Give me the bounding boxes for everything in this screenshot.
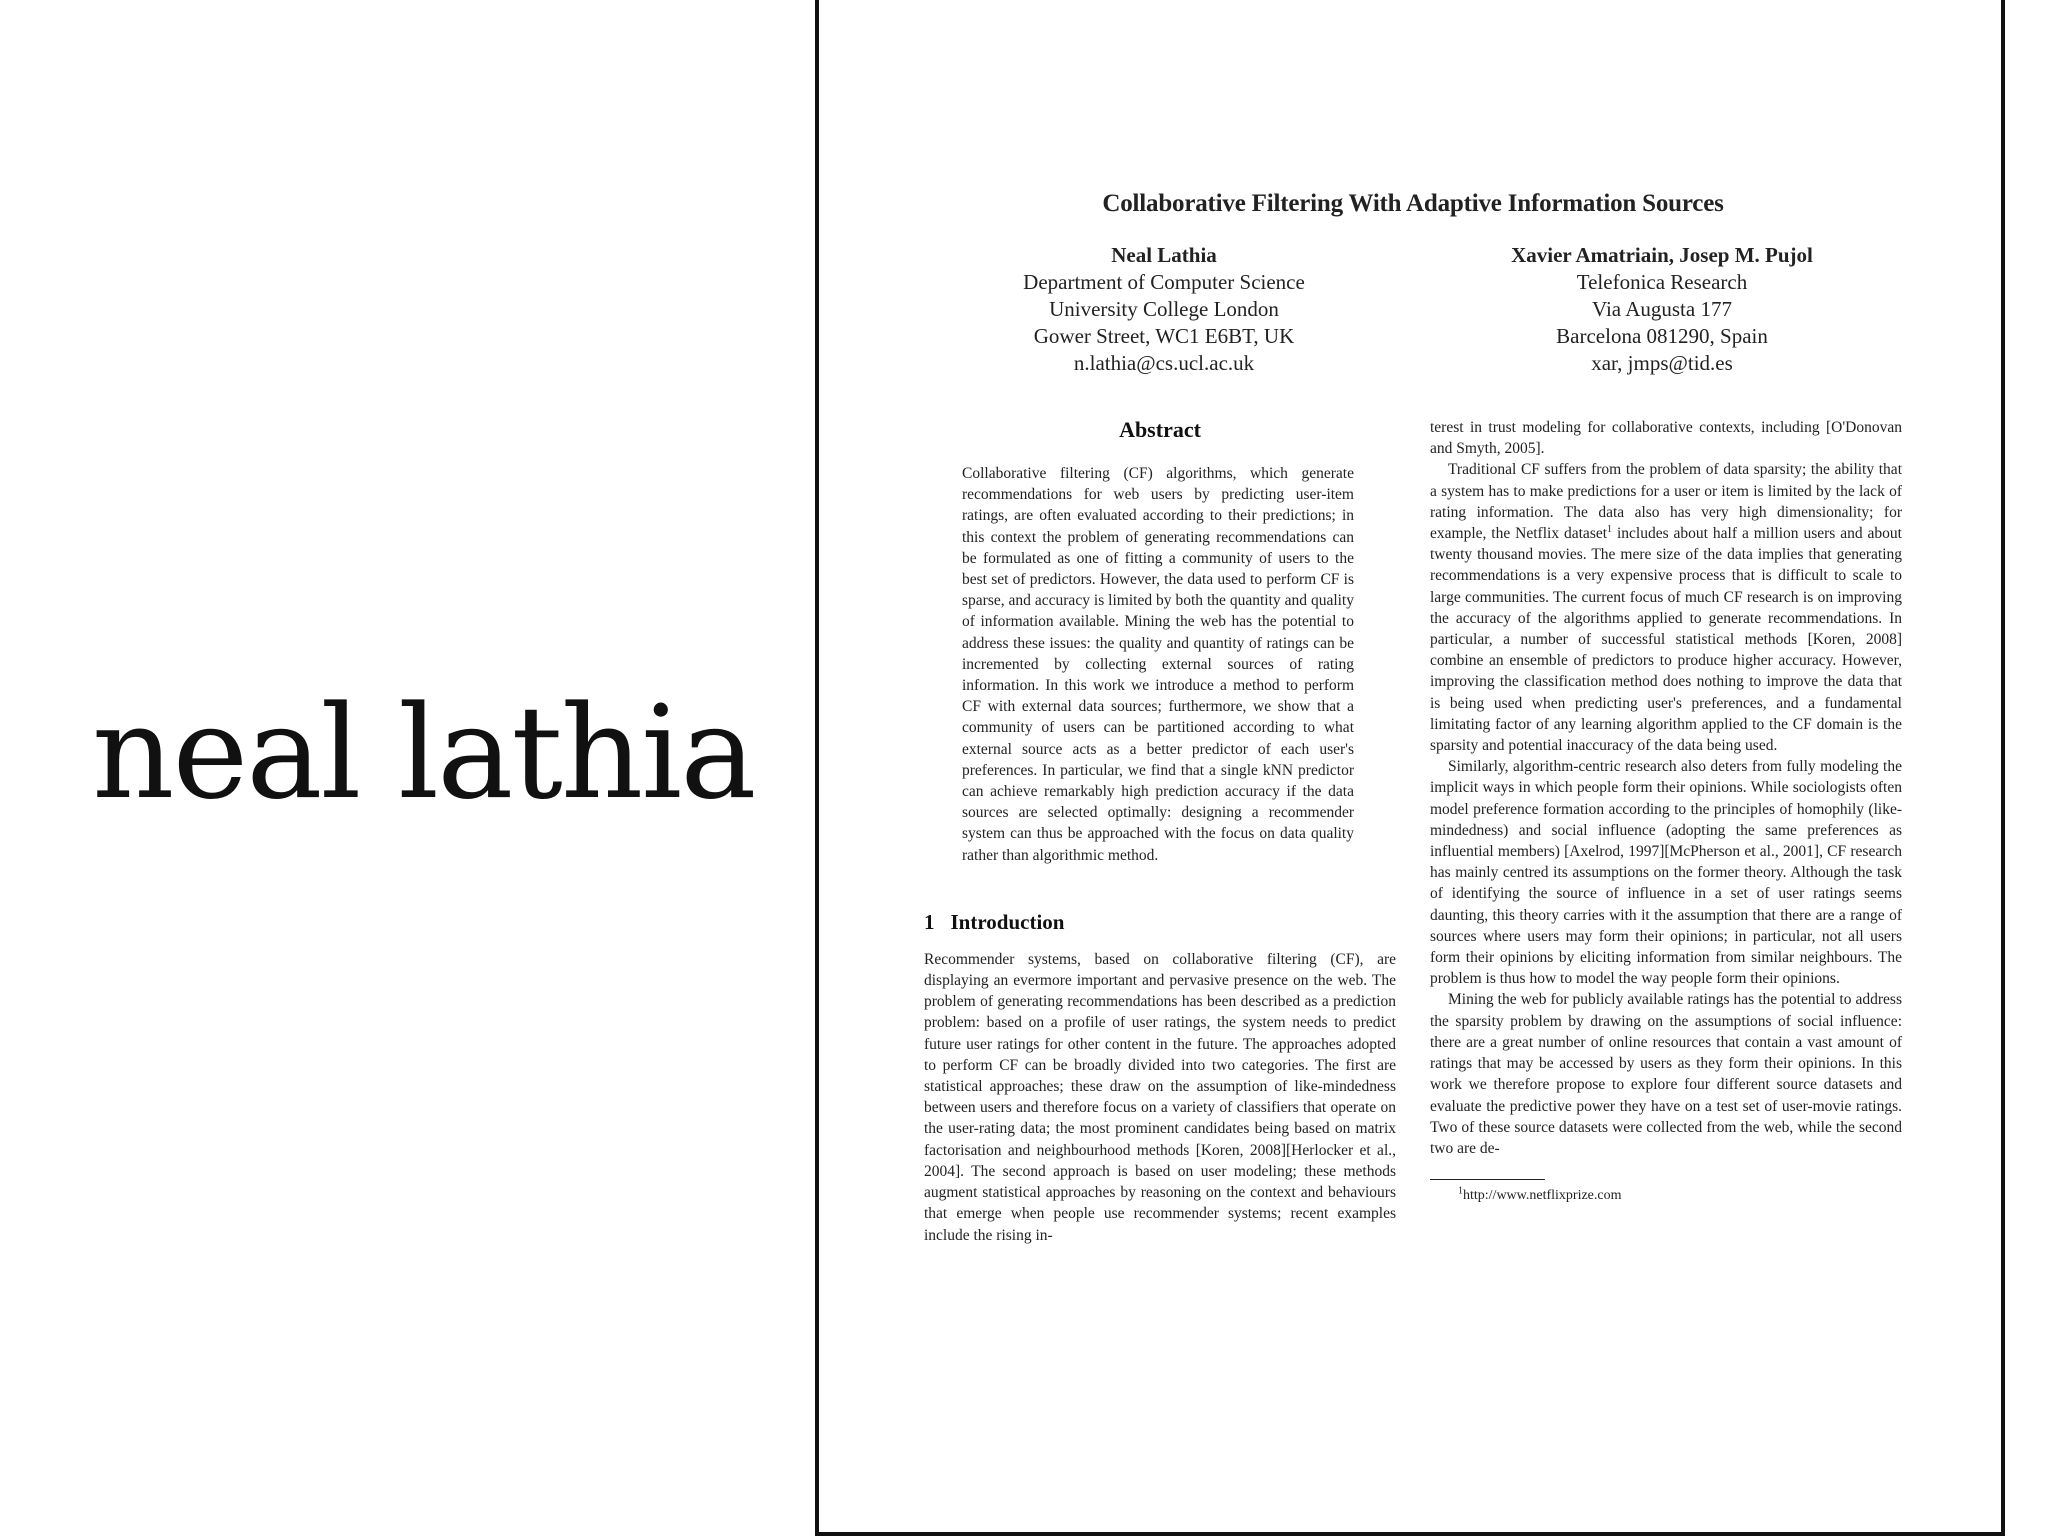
author-email: xar, jmps@tid.es [1591,351,1733,375]
author-name: Xavier Amatriain, Josep M. Pujol [1511,243,1813,267]
author-email: n.lathia@cs.ucl.ac.uk [1073,351,1255,375]
author-block [924,242,1902,377]
author-1 [924,242,1404,377]
author-2 [1422,242,1902,377]
author-address: Gower Street, WC1 E6BT, UK [1033,324,1295,348]
author-affiliation: Telefonica Research [1576,270,1748,294]
author-address: Via Augusta 177 [1592,297,1732,321]
footnote-link: http://www.netflixprize.com [1463,1188,1622,1204]
section-number: 1 [924,909,935,934]
paper-title: Collaborative Filtering With Adaptive Information Sources [1102,190,1724,217]
footnote-marker: 1 [1607,523,1613,535]
body-paragraph: terest in trust modeling for collaborative contexts, including [O'Donovan and Smyth, 2005]. [1430,419,1902,458]
section-title: Introduction [950,909,1065,934]
author-affiliation: Department of Computer Science [1023,270,1305,294]
intro-paragraph: Recommender systems, based on collaborative filtering (CF), are displaying an evermore important and pervasive presence on the web. The problem of generating recommendations has been described as a prediction problem: based on a profile of user ratings, the system needs to predict future user ratings for other content in the future. The approaches adopted to perform CF can be broadly divided into two categories. The first are statistical approaches; these draw on the assumption of like-mindedness between users and therefore focus on a variety of classifiers that operate on the user-rating data; the most prominent candidates being based on matrix factorisation and neighbourhood methods [Koren, 2008][Herlocker et al., 2004]. The second approach is based on user modeling; these methods augment statistical approaches by reasoning on the context and behaviours that emerge when people use recommender systems; recent examples include the rising in- [924,950,1396,1244]
footnote-number: 1 [1458,1185,1463,1197]
abstract-heading: Abstract [1119,417,1201,442]
paragraph-text: Traditional CF suffers from the problem of data sparsity; the ability that a system has to make predictions for a user or item is limited by the lack of rating information. The data also has very high dimensionality; for example, the Netflix dataset [1430,461,1902,543]
author-affiliation: University College London [1049,297,1279,321]
right-column [1430,417,1902,1246]
left-column [924,417,1396,1246]
abstract-text: Collaborative filtering (CF) algorithms, which generate recommendations for web users by predicting user-item ratings, are often evaluated according to their predictions; in this context the problem of generating recommendations can be formulated as one of fitting a community of users to the best set of predictors. However, the data used to perform CF is sparse, and accuracy is limited by both the quantity and quality of information available. Mining the web has the potential to address these issues: the quality and quantity of ratings can be incremented by collecting external sources of rating information. In this work we introduce a method to perform CF with external data sources; furthermore, we show that a community of users can be partitioned according to what external source acts as a better predictor of each user's preferences. In particular, we find that a single kNN predictor can achieve remarkably high prediction accuracy if the data sources are selected optimally: designing a recommender system can thus be approached with the focus on data quality rather than algorithmic method. [962,465,1354,864]
author-name: Neal Lathia [1111,243,1217,267]
paper-content [924,190,1902,1246]
author-address: Barcelona 081290, Spain [1556,324,1768,348]
paper-page [815,0,2005,1536]
body-paragraph: Similarly, algorithm-centric research also deters from fully modeling the implicit ways in which people form their opinions. While sociologists often model preference formation according to the principles of homophily (like-mindedness) and social influence (adopting the same preferences as influential members) [Axelrod, 1997][McPherson et al., 2001], CF research has mainly centred its assumptions on the former theory. Although the task of identifying the source of influence in a set of user ratings seems daunting, this theory carries with it the assumption that there are a range of sources where users may form their opinions; in particular, not all users form their opinions by eliciting information from similar neighbours. The problem is thus how to model the way people form their opinions. [1430,758,1902,988]
section-heading [924,910,1396,935]
footnote-rule [1430,1179,1545,1180]
body-paragraph: Mining the web for publicly available ratings has the potential to address the sparsity problem by drawing on the assumptions of social influence: there are a great number of online resources that contain a vast amount of ratings that may be accessed by users as they form their opinions. In this work we therefore propose to explore four different source datasets and evaluate the predictive power they have on a test set of user-movie ratings. Two of these source datasets were collected from the web, while the second two are de- [1430,991,1902,1157]
paragraph-text: includes about half a million users and about twenty thousand movies. The mere size of the data implies that generating recommendations is a very expensive process that is difficult to scale to large communities. The current focus of much CF research is on improving the accuracy of the algorithms applied to generate recommendations. In particular, a number of successful statistical methods [Koren, 2008] combine an ensemble of predictors to produce higher accuracy. However, improving the classification method does nothing to improve the data that is being used when predicting user's preferences, and a fundamental limitating factor of any learning algorithm applied to the CF domain is the sparsity and potential inaccuracy of the data being used. [1430,525,1902,755]
body-paragraph [1430,459,1902,756]
footnote [1430,1185,1902,1204]
two-column-body [924,417,1902,1246]
speaker-name: neal lathia [92,679,755,828]
